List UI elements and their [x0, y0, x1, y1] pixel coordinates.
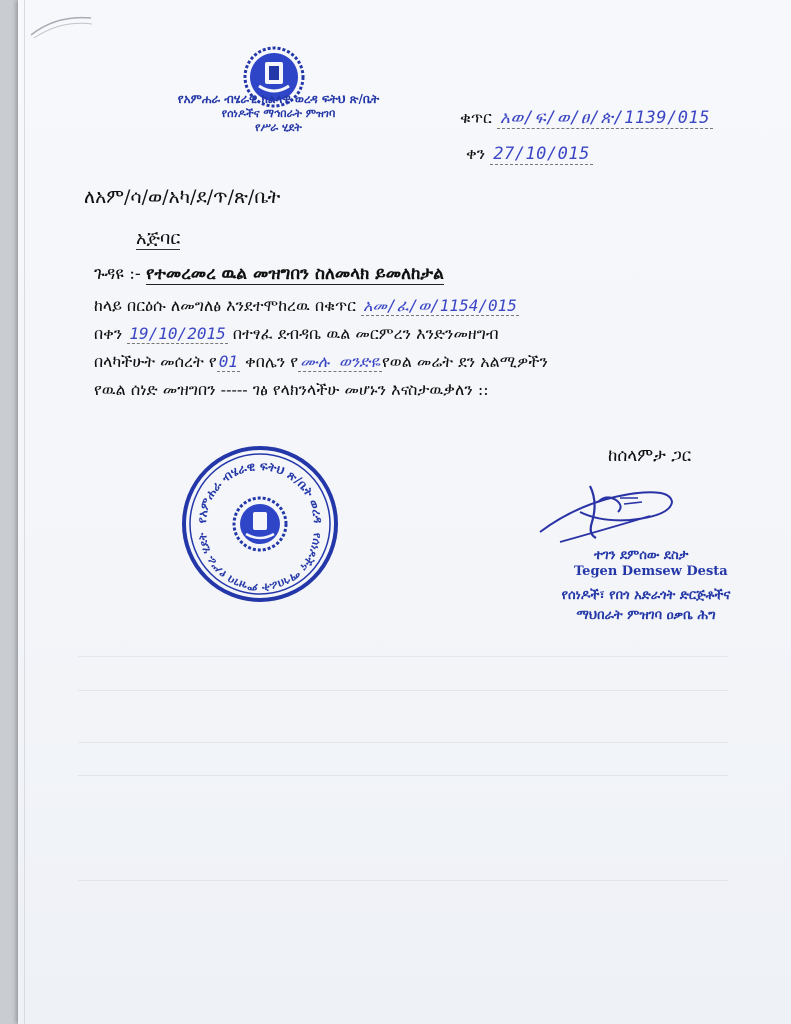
body-line: የዉል ሰነድ መዝግበን ----- ገፅ የላክንላችሁ መሆኑን እናስታዉቃለን ::: [94, 380, 489, 399]
body-line: [94, 348, 734, 376]
signature: [520, 472, 690, 552]
letter-body: [94, 292, 734, 404]
body-text: የወል መሬት ደን አልሚዎችን: [381, 352, 548, 371]
letter-date: [466, 144, 593, 164]
body-text: ከላይ በርዕሱ ለመግለፅ እንደተሞከረዉ በቁጥር: [94, 296, 357, 315]
body-text: በተፃፈ ደብዳቤ ዉል መርምረን እንድንመዘግብ: [232, 324, 499, 343]
bleed-through-line: [78, 742, 728, 743]
filled-reference: አመ/ፈ/ወ/1154/015: [363, 296, 517, 315]
signer-title-line: ማህበራት ምዝገባ ዐቃቤ ሕግ: [576, 608, 716, 623]
body-text: በቀን: [94, 324, 123, 343]
org-process-line: የሥራ ሂደት: [255, 121, 302, 134]
document-page: [18, 0, 791, 1024]
page-edge: [24, 0, 25, 1024]
body-text: ቀበሌን የ: [245, 352, 299, 371]
date-label: ቀን: [466, 144, 486, 163]
reference-label: ቁጥር: [460, 108, 492, 127]
recipient-city: አጅባር: [136, 228, 181, 249]
subject-text: የተመረመረ ዉል መዝግበን ስለመላክ ይመለከታል: [146, 264, 444, 284]
closing-greeting: ከሰላምታ ጋር: [608, 446, 692, 466]
seal-outer-text: የአምሐራ ብሄራዊ ፍትህ ጽ/ቤት ወረዳ: [194, 458, 326, 524]
seal-inner-text: የሰነዶችና ማኅበራት ምዝገባ የሥራ ሂደት: [195, 532, 324, 595]
bleed-through-line: [78, 775, 728, 776]
page-curl-mark: [26, 10, 96, 40]
signer-title: [546, 586, 746, 626]
filled-kebele-number: 01: [218, 352, 238, 371]
reference-value: አወ/ፍ/ወ/ፀ/ጵ/1139/015: [497, 108, 713, 129]
bleed-through-line: [78, 656, 728, 657]
signer-name-english: Tegen Demsew Desta: [574, 564, 728, 579]
recipient-name: ለአም/ሳ/ወ/አካ/ደ/ጥ/ጽ/ቤት: [84, 186, 281, 208]
subject-line: [94, 264, 444, 284]
body-line: [94, 292, 734, 320]
filled-name: ሙሉ ወንድዬ: [300, 352, 380, 371]
official-seal-icon: [180, 444, 340, 604]
filled-date: 19/10/2015: [129, 324, 226, 343]
subject-label: ጉዳዩ :-: [94, 264, 141, 284]
signer-name-amharic: ተገን ደምሰው ደስታ: [594, 548, 689, 563]
org-name-line: የአምሐራ ብሄራዊ ክልላዊ ወረዳ ፍትህ ጽ/ቤት: [177, 92, 380, 106]
bleed-through-line: [78, 880, 728, 881]
date-value: 27/10/015: [490, 144, 593, 165]
organization-header: [156, 92, 401, 135]
bleed-through-line: [78, 690, 728, 691]
body-line: [94, 320, 734, 348]
org-department-line: የሰነዶችና ማኅበራት ምዝገባ: [221, 107, 336, 120]
body-text: በላካችሁት መሰረት የ: [94, 352, 217, 371]
signer-title-line: የሰነዶች፣ የበጎ አድራጎት ድርጅቶችና: [561, 588, 731, 603]
reference-number: [460, 108, 713, 128]
